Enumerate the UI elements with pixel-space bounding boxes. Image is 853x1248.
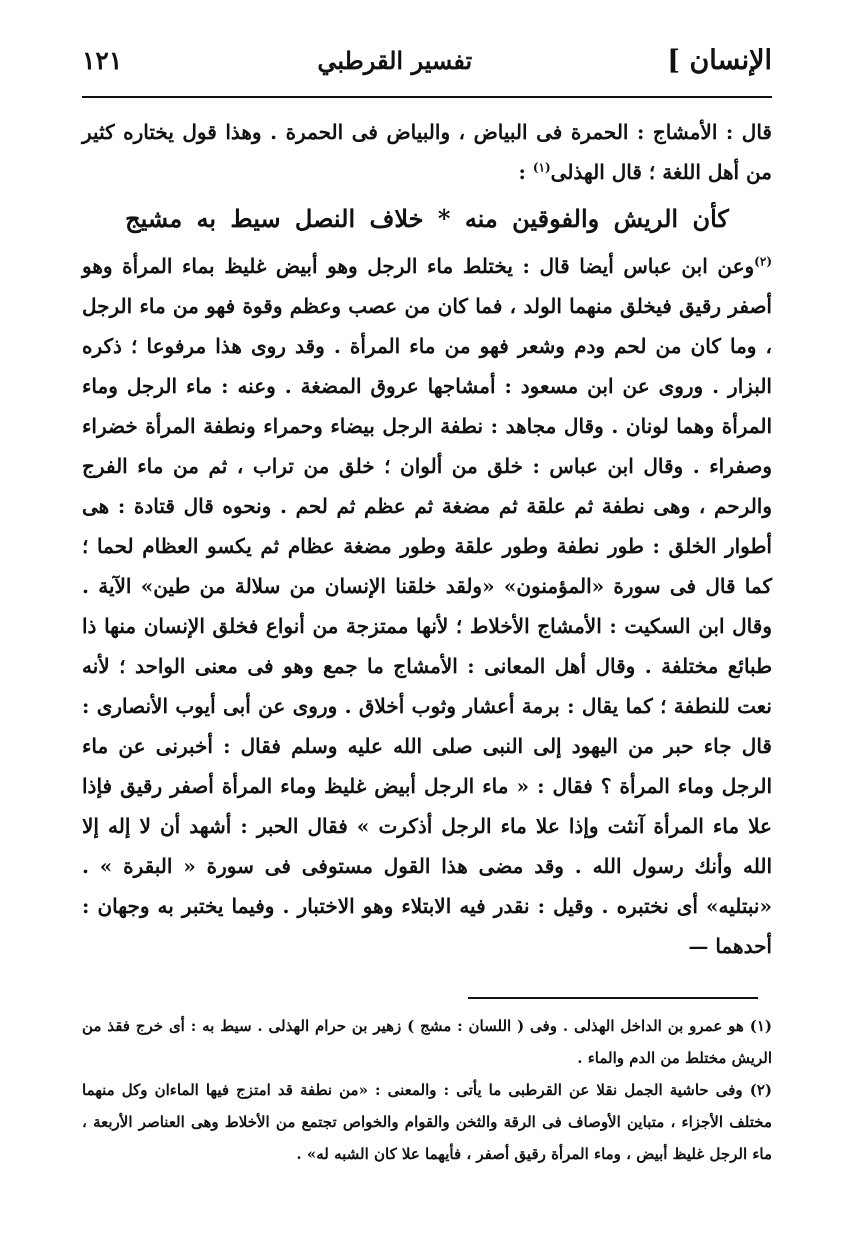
poetry-verse — [82, 196, 772, 242]
surah-name: الإنسان ] — [667, 44, 772, 76]
verse-hemistich-1: كأن الريش والفوقين منه — [464, 204, 729, 233]
paragraph-1-text: قال : الأمشاج : الحمرة فى البياض ، والبياض فى الحمرة . وهذا قول يختاره كثير من أهل اللغة ؛ قال الهذلى — [82, 120, 772, 184]
footnote-ref-2: (٢) — [754, 254, 772, 269]
paragraph-1-tail: : — [518, 160, 533, 184]
verse-hemistich-2: خلاف النصل سيط به مشيج — [125, 204, 424, 233]
header-rule — [82, 96, 772, 98]
footnote-ref-1: (١) — [532, 160, 551, 175]
paragraph-2 — [82, 246, 772, 966]
book-title: تفسير القرطبي — [317, 45, 473, 75]
footnote-rule — [468, 997, 758, 999]
paragraph-1 — [82, 112, 772, 192]
footnotes — [82, 1010, 772, 1170]
footnote-2: (٢) وفى حاشية الجمل نقلا عن القرطبى ما يأتى : والمعنى : «من نطفة قد امتزج فيها الماءان وكل منهما مختلف الأجزاء ، متباين الأوصاف فى الرقة والثخن والقوام والخواص تجتمع من الأخلاط وهى العناصر الأربعة ، ماء الرجل غليظ أبيض ، وماء المرأة رقيق أصفر ، فأيهما علا كان الشبه له» . — [82, 1081, 772, 1163]
footnote-1: (١) هو عمرو بن الداخل الهذلى . وفى ( اللسان : مشج ) زهير بن حرام الهذلى . سيط به : أى خرج فقذ من الريش مختلط من الدم والماء . — [82, 1017, 772, 1067]
page-header — [82, 38, 772, 82]
paragraph-2-text: وعن ابن عباس أيضا قال : يختلط ماء الرجل وهو أبيض غليظ بماء المرأة وهو أصفر رقيق فيخلق منهما الولد ، فما كان من عصب وعظم وقوة فهو من ماء الرجل ، وما كان من لحم ودم وشعر فهو من ماء المرأة . وقد روى هذا مرفوعا ؛ ذكره البزار . وروى عن ابن مسعود : أمشاجها عروق المضغة . وعنه : ماء الرجل وماء المرأة وهما لونان . وقال مجاهد : نطفة الرجل بيضاء وحمراء ونطفة المرأة خضراء وصفراء . وقال ابن عباس : خلق من ألوان ؛ خلق من تراب ، ثم من ماء الفرج والرحم ، وهى نطفة ثم علقة ثم مضغة ثم عظم ثم لحم . ونحوه قال قتادة : هى أطوار الخلق : طور نطفة وطور علقة وطور مضغة عظام ثم يكسو العظام لحما ؛ كما قال فى سورة «المؤمنون» «ولقد خلقنا الإنسان من سلالة من طين» الآية . وقال ابن السكيت : الأمشاج الأخلاط ؛ لأنها ممتزجة من أنواع فخلق الإنسان منها ذا طبائع مختلفة . وقال أهل المعانى : الأمشاج ما جمع وهو فى معنى الواحد ؛ لأنه نعت للنطفة ؛ كما يقال : برمة أعشار وثوب أخلاق . وروى عن أبى أيوب الأنصارى : قال جاء حبر من اليهود إلى النبى صلى الله عليه وسلم فقال : أخبرنى عن ماء الرجل وماء المرأة ؟ فقال : « ماء الرجل أبيض غليظ وماء المرأة أصفر رقيق فإذا علا ماء المرأة آنثت وإذا علا ماء الرجل أذكرت » فقال الحبر : أشهد أن لا إله إلا الله وأنك رسول الله . وقد مضى هذا القول مستوفى فى سورة « البقرة » . «نبتليه» أى نختبره . وقيل : نقدر فيه الابتلاء وهو الاختبار . وفيما يختبر به وجهان : أحدهما — — [82, 254, 772, 958]
page-number: ١٢١ — [82, 45, 123, 75]
main-text — [82, 112, 772, 966]
verse-separator: * — [437, 204, 451, 233]
